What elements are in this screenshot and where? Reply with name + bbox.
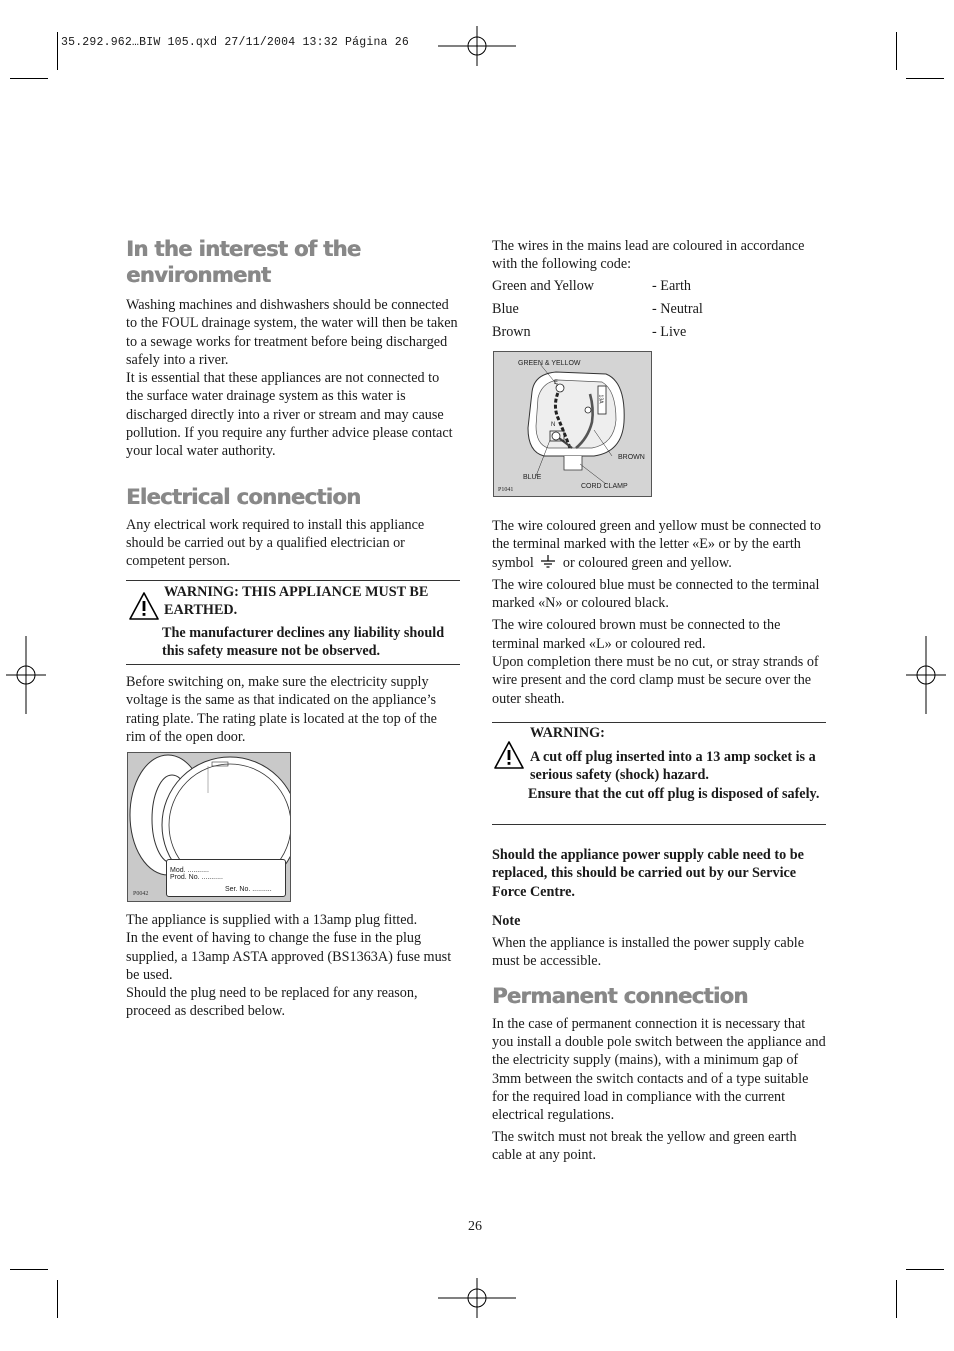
wire-color-code-table [492, 275, 703, 344]
blue-wire-paragraph: The wire coloured blue must be connected to the terminal marked «N» or coloured black. [492, 576, 820, 612]
label-cord-clamp: CORD CLAMP [581, 483, 628, 490]
wire-color-cell: Green and Yellow [492, 277, 595, 294]
table-row [492, 298, 703, 321]
wire-color-cell: Blue [492, 300, 519, 317]
warning-triangle-icon [494, 741, 524, 769]
warning-cut-off-plug-box [492, 722, 826, 825]
brown-wire-paragraph: The wire coloured brown must be connected to the terminal marked «L» or coloured red. [492, 617, 781, 652]
right-column-top [492, 237, 826, 344]
green-yellow-text-a: The wire coloured green and yellow must be connected to the terminal marked with the letter «E» or by the earth symbol [492, 518, 821, 571]
electrical-heading: Electrical connection [126, 484, 361, 509]
label-green-yellow: GREEN & YELLOW [518, 360, 581, 367]
rating-plate-label [166, 859, 286, 897]
label-fuse-13a: 13A [597, 394, 604, 404]
label-e-terminal: E [554, 380, 559, 386]
environment-paragraph-2: It is essential that these appliances are not connected to the surface water drainage system as this water is discharged directly into a river or stream and may cause pollution. If you require any further advice please contact your local water authority. [126, 370, 453, 460]
wires-intro: The wires in the mains lead are coloured in accordance with the following code: [492, 238, 805, 273]
completion-paragraph: Upon completion there must be no cut, or stray strands of wire present and the cord clamp must be secure over the outer sheath. [492, 654, 819, 707]
wire-role-cell: - Neutral [652, 300, 703, 317]
environment-paragraph-1: Washing machines and dishwashers should be connected to the FOUL drainage system, the water will then be taken to a sewage works for treatment before being discharged safely into a river. [126, 297, 458, 368]
wire-color-cell: Brown [492, 323, 531, 340]
note-heading: Note [492, 912, 521, 929]
plug-wiring-illustration [494, 352, 651, 496]
permanent-paragraph-1: In the case of permanent connection it is necessary that you install a double pole switch between the appliance and the electricity supply (mains), with a minimum gap of 3mm between the switch contacts and of a type suitable for the required load in compliance with the current electrical regulations. [492, 1015, 826, 1124]
left-column-lower [126, 673, 460, 746]
green-yellow-text-b: or coloured green and yellow. [562, 554, 732, 571]
before-switching-paragraph: Before switching on, make sure the electricity supply voltage is the same as that indicated on the appliance’s rating plate. The rating plate is located at the top of the rim of the open door. [126, 674, 437, 745]
note-paragraph: When the appliance is installed the power supply cable must be accessible. [492, 935, 805, 970]
plug-wiring-figure [493, 351, 652, 497]
plug-paragraph-2: In the event of having to change the fuse in the plug supplied, a 13amp ASTA approved (BS1363A) fuse must be used. [126, 930, 452, 983]
wire-role-cell: - Earth [652, 277, 691, 294]
figure-code-p0042: P0042 [133, 891, 149, 897]
warning-earthed-title: WARNING: THIS APPLIANCE MUST BE EARTHED. [164, 584, 429, 619]
rating-plate-mod: Mod. ........... [170, 867, 209, 874]
registration-mark-bottom [438, 1278, 516, 1318]
registration-mark-right [906, 636, 946, 714]
green-yellow-paragraph [492, 517, 826, 572]
earth-symbol-icon [539, 555, 557, 569]
label-blue: BLUE [523, 474, 542, 481]
warning-cut-off-dispose: Ensure that the cut off plug is disposed of safely. [528, 786, 820, 802]
table-row [492, 275, 703, 298]
environment-heading: In the interest of the environment [126, 237, 361, 287]
wire-role-cell: - Live [652, 323, 687, 340]
electrical-paragraph: Any electrical work required to install this appliance should be carried out by a qualified electrician or competent person. [126, 516, 425, 570]
page-number: 26 [468, 1219, 482, 1234]
supply-cable-paragraph: Should the appliance power supply cable need to be replaced, this should be carried out by our Service Force Centre. [492, 847, 804, 900]
plug-section [126, 911, 460, 1021]
table-row [492, 321, 703, 344]
warning-earthed-box [126, 580, 460, 665]
registration-mark-top [438, 26, 516, 66]
label-brown: BROWN [618, 454, 645, 461]
right-column-wiring [492, 517, 826, 708]
rating-plate-prod: Prod. No. ........... [170, 874, 223, 881]
rating-plate-figure [127, 752, 291, 902]
warning-triangle-icon [129, 592, 159, 620]
plug-paragraph-1: The appliance is supplied with a 13amp plug fitted. [126, 912, 418, 928]
plug-paragraph-3: Should the plug need to be replaced for any reason, proceed as described below. [126, 985, 418, 1020]
left-column [126, 236, 460, 571]
warning-liability-text: The manufacturer declines any liability should this safety measure not be observed. [162, 625, 445, 660]
permanent-connection-heading: Permanent connection [492, 983, 748, 1008]
label-n-terminal: N [551, 422, 556, 428]
permanent-paragraph-2: The switch must not break the yellow and green earth cable at any point. [492, 1128, 797, 1163]
right-column-lower [492, 846, 826, 1164]
figure-code-p1041: P1041 [498, 487, 514, 493]
warning-cut-off-hazard: A cut off plug inserted into a 13 amp socket is a serious safety (shock) hazard. [530, 749, 816, 784]
registration-mark-left [6, 636, 46, 714]
rating-plate-ser: Ser. No. .......... [225, 886, 272, 893]
print-slug: 35.292.962…BIW 105.qxd 27/11/2004 13:32 Página 26 [61, 36, 409, 49]
warning-cut-off-title: WARNING: [530, 725, 605, 741]
